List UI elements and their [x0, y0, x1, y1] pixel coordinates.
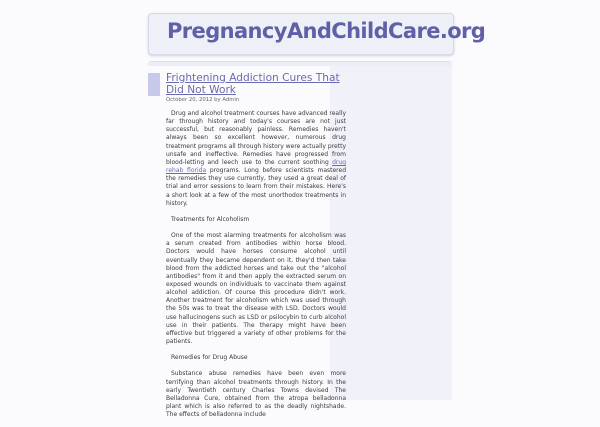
post-paragraph: Substance abuse remedies have been even more terrifying than alcohol treatments through history. In the early Twentieth century Charles Towns devised The Belladonna Cure, obtained from the atropa belladonna plant which is also referred to as the deadly nightshade. The effects of belladonna include [166, 370, 346, 419]
paragraph-text: Drug and alcohol treatment courses have advanced really far through history and today's courses are not just successful, but reasonably painless. Remedies haven't always been so excellent however, numerous drug treatment programs all through history were actually pretty unsafe and ineffective. Remedies have progressed from blood-letting and leech use to the current soothing [166, 110, 346, 166]
post-paragraph [166, 110, 346, 208]
paragraph-text: programs. Long before scientists mastered the remedies they use currently, they used a great deal of trial and error sessions to learn from their mistakes. Here's a short look at a few of the most unorthodox treatments in history. [166, 167, 346, 207]
site-header [148, 13, 486, 55]
post-date-marker [148, 73, 160, 96]
site-title-link[interactable]: PregnancyAndChildCare.org [167, 19, 486, 43]
post-title-link[interactable]: Frightening Addiction Cures That Did Not Work [166, 72, 340, 96]
sidebar [330, 66, 452, 400]
post-body [166, 110, 346, 427]
post-paragraph: One of the most alarming treatments for alcoholism was a serum created from antibodies within horse blood. Doctors would have horses consume alcohol until eventually they became dependent on it, they'd then take blood from the addicted horses and take out the "alcohol antibodies" from it and then apply the extracted serum on exposed wounds on individuals to vaccinate them against alcohol addiction. Of course this procedure didn't work. Another treatment for alcoholism which was used through the 50s was to treat the disease with LSD. Doctors would use hallucinogens such as LSD or psilocybin to curb alcohol use in their patients. The therapy might have been effective but triggered a variety of other problems for the patients. [166, 232, 346, 346]
section-heading: Treatments for Alcoholism [171, 215, 250, 223]
section-heading: Remedies for Drug Abuse [171, 354, 248, 362]
post-meta: October 20, 2012 by Admin [166, 97, 240, 103]
drug-rehab-link[interactable]: drug rehab florida [166, 158, 346, 175]
